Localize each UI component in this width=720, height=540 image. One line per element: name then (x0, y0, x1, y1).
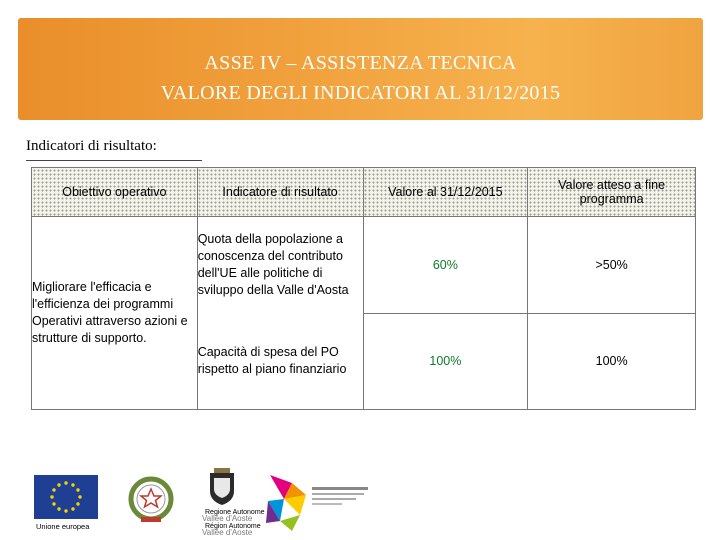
eu-flag-logo (34, 475, 98, 531)
table-header-row (32, 168, 696, 217)
region-caption-3: Région Autonome (205, 523, 261, 530)
indicator-cell: Quota della popolazione a conoscenza del contributo dell'UE alle politiche di sviluppo della Valle d'Aosta (197, 217, 363, 314)
region-caption-4: Vallée d'Aoste (202, 528, 253, 537)
title-line-2: VALORE DEGLI INDICATORI AL 31/12/2015 (160, 82, 561, 104)
target-cell: >50% (528, 217, 696, 314)
italian-republic-emblem (131, 479, 171, 522)
section-title: Indicatori di risultato: (26, 138, 157, 154)
table-row (32, 217, 696, 314)
indicator-cell: Capacità di spesa del PO rispetto al piano finanziario (197, 313, 363, 410)
eu-caption: Unione europea (36, 522, 90, 531)
section-title-underline (26, 160, 202, 161)
value-cell: 60% (363, 217, 528, 314)
target-cell: 100% (528, 313, 696, 410)
header-value: Valore al 31/12/2015 (363, 168, 528, 217)
fesr-logo (266, 475, 368, 531)
header-target: Valore atteso a fine programma (528, 168, 696, 217)
header-indicator: Indicatore di risultato (197, 168, 363, 217)
value-cell: 100% (363, 313, 528, 410)
header-objective: Obiettivo operativo (32, 168, 198, 217)
region-caption-1: Regione Autonome (205, 509, 265, 516)
logos-strip (30, 465, 380, 537)
region-caption-2: Vallée d'Aoste (202, 514, 253, 523)
banner-title (18, 48, 703, 108)
title-line-1: ASSE IV – ASSISTENZA TECNICA (204, 52, 517, 74)
valle-aosta-crest (202, 468, 265, 537)
title-banner (18, 18, 703, 120)
indicators-table (31, 167, 696, 410)
objective-cell: Migliorare l'efficacia e l'efficienza dei programmi Operativi attraverso azioni e strutture di supporto. (32, 217, 198, 410)
